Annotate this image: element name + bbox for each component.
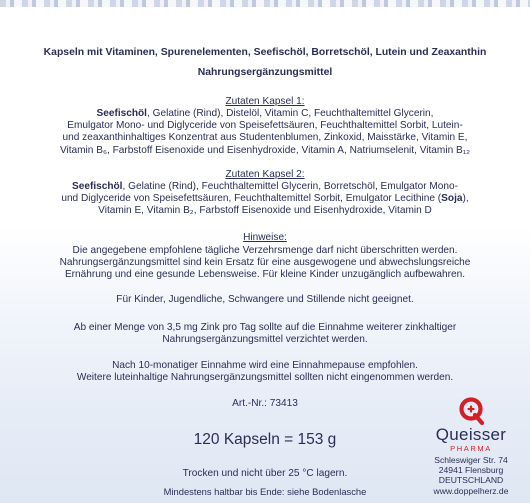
- pause-note: [20, 360, 510, 384]
- address-country: DEUTSCHLAND: [438, 475, 504, 486]
- storage-note: [130, 468, 400, 480]
- pause-line-1: Nach 10-monatiger Einnahme wird eine Einnahmepause empfohlen.: [112, 360, 418, 371]
- capsule1-line-1: , Gelatine (Rind), Distelöl, Vitamin C, Feuchthaltemittel Glycerin,: [147, 108, 434, 119]
- best-before-note: [120, 486, 410, 498]
- top-decor-strip: [0, 0, 530, 7]
- zinc-line-2: Nahrungsergänzungsmittel verzichtet werden.: [162, 334, 368, 346]
- capsule2-line-3: Vitamin E, Vitamin B₂, Farbstoff Eisenoxide und Eisenhydroxide, Vitamin D: [98, 205, 432, 217]
- zinc-line-1: Ab einer Menge von 3,5 mg Zink pro Tag sollte auf die Einnahme weiterer zinkhaltiger: [73, 322, 457, 333]
- notes-line-2: Nahrungsergänzungsmittel sind kein Ersatz für eine ausgewogene und abwechslungsreiche: [59, 257, 471, 269]
- capsule1-ingredients: [20, 108, 510, 157]
- soja-allergen: Soja: [441, 193, 463, 205]
- not-suitable-text: Für Kinder, Jugendliche, Schwangere und Stillende nicht geeignet.: [116, 294, 414, 305]
- package-quantity: 120 Kapseln = 153 g: [193, 431, 337, 448]
- brand-name: Queisser: [435, 425, 507, 444]
- product-category: Nahrungsergänzungsmittel: [197, 67, 333, 78]
- address-street: Schleswiger Str. 74: [434, 455, 508, 465]
- queisser-logo-icon: [456, 396, 486, 426]
- pause-line-2: Weitere luteinhaltige Nahrungsergänzungsmittel sollten nicht eingenommen werden.: [76, 372, 454, 384]
- manufacturer-address: [405, 455, 530, 496]
- capsule1-line-3: und zeaxanthinhaltiges Konzentrat aus Studentenblumen, Zinkoxid, Maisstärke, Vitamin E,: [62, 132, 468, 144]
- capsule2-ingredients: [20, 181, 510, 218]
- capsule1-allergen: Seefischöl: [96, 108, 147, 119]
- capsule1-heading: Zutaten Kapsel 1:: [225, 96, 305, 107]
- storage-text: Trocken und nicht über 25 °C lagern.: [182, 468, 348, 479]
- address-website: www.doppelherz.de: [433, 485, 509, 496]
- address-city: 24941 Flensburg: [438, 465, 504, 476]
- notes-warning: [20, 245, 510, 282]
- best-before-text: Mindestens haltbar bis Ende: siehe Bodenlasche: [163, 486, 367, 497]
- capsule1-line-4: Vitamin B₆, Farbstoff Eisenoxide und Eisenhydroxide, Vitamin A, Natriumselenit, Vitamin B₁₂: [59, 144, 471, 156]
- capsule2-line-2-end: ),: [462, 193, 469, 205]
- capsule2-allergen: Seefischöl: [72, 181, 123, 192]
- notes-line-3: Ernährung und eine gesunde Lebensweise. Für kleine Kinder unzugänglich aufbewahren.: [64, 269, 466, 281]
- capsule2-line-2: und Diglyceride von Speisefettsäuren, Feuchthaltemittel Sorbit, Emulgator Lecithine (: [61, 193, 442, 205]
- article-number-text: Art.-Nr.: 73413: [232, 398, 298, 409]
- zinc-note: [20, 322, 510, 346]
- notes-line-1: Die angegebene empfohlene tägliche Verzehrsmenge darf nicht überschritten werden.: [72, 245, 458, 256]
- product-title: Kapseln mit Vitaminen, Spurenelementen, Seefischöl, Borretschöl, Lutein und Zeaxanthin: [43, 47, 487, 58]
- brand-subtitle: PHARMA: [450, 444, 492, 453]
- notes-heading: Hinweise:: [243, 232, 287, 243]
- capsule2-line-1: , Gelatine (Rind), Feuchthaltemittel Glycerin, Borretschöl, Emulgator Mono-: [122, 181, 458, 192]
- capsule1-line-2: Emulgator Mono- und Diglyceride von Speisefettsäuren, Feuchthaltemittel Sorbit, Lutein-: [67, 120, 463, 132]
- not-suitable-note: [20, 294, 510, 306]
- article-number: [150, 398, 380, 410]
- capsule2-heading: Zutaten Kapsel 2:: [225, 169, 305, 180]
